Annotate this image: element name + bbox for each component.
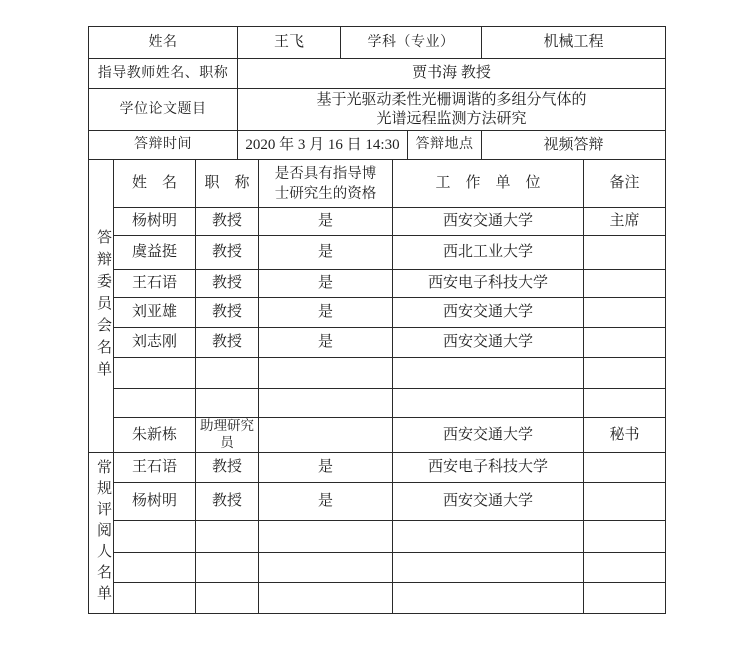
- reviewer-phd-cell: [259, 552, 393, 582]
- reviewer-name-cell: 杨树明: [114, 482, 196, 520]
- committee-row: [89, 358, 666, 389]
- reviewer-row: [89, 452, 666, 482]
- member-name-cell: 刘志刚: [114, 328, 196, 358]
- member-workplace-cell: 西安交通大学: [393, 418, 584, 453]
- reviewer-title-cell: [196, 582, 259, 613]
- thesis-title-line1: 基于光驱动柔性光栅调谐的多组分气体的: [316, 91, 587, 108]
- member-workplace-cell: 西安交通大学: [393, 298, 584, 328]
- reviewer-row: [89, 552, 666, 582]
- reviewer-name-cell: [114, 552, 196, 582]
- member-name-cell: 杨树明: [114, 208, 196, 236]
- defense-form: [88, 26, 665, 614]
- place-label-cell: 答辩地点: [408, 131, 482, 160]
- reviewer-remark-cell: [584, 520, 666, 552]
- thesis-title-cell: [238, 89, 666, 131]
- member-phd-cell: 是: [259, 236, 393, 270]
- member-remark-cell: [584, 236, 666, 270]
- member-phd-cell: 是: [259, 298, 393, 328]
- place-value-cell: 视频答辩: [482, 131, 666, 160]
- reviewer-row: [89, 482, 666, 520]
- reviewer-remark-cell: [584, 552, 666, 582]
- member-remark-cell: 主席: [584, 208, 666, 236]
- member-workplace-cell: 西安交通大学: [393, 328, 584, 358]
- thesis-label-cell: 学位论文题目: [89, 89, 238, 131]
- member-workplace-cell: 西安交通大学: [393, 208, 584, 236]
- member-remark-cell: [584, 389, 666, 418]
- reviewer-phd-cell: 是: [259, 482, 393, 520]
- col-header-name: 姓 名: [114, 160, 196, 208]
- member-name-cell: 刘亚雄: [114, 298, 196, 328]
- member-phd-cell: [259, 358, 393, 389]
- committee-row: [89, 270, 666, 298]
- member-title-cell: 助理研究员: [196, 418, 259, 453]
- member-title-cell: [196, 389, 259, 418]
- committee-row: [89, 236, 666, 270]
- info-row-thesis: [89, 89, 666, 131]
- member-workplace-cell: 西安电子科技大学: [393, 270, 584, 298]
- committee-row: [89, 328, 666, 358]
- member-phd-cell: [259, 389, 393, 418]
- member-remark-cell: [584, 298, 666, 328]
- info-row-defense: [89, 131, 666, 160]
- time-label-cell: 答辩时间: [89, 131, 238, 160]
- reviewer-title-cell: 教授: [196, 482, 259, 520]
- reviewer-phd-cell: [259, 582, 393, 613]
- committee-table: [88, 159, 666, 614]
- col-header-workplace: 工 作 单 位: [393, 160, 584, 208]
- reviewer-phd-cell: 是: [259, 452, 393, 482]
- committee-section-label-cell: [89, 160, 114, 453]
- reviewer-row: [89, 520, 666, 552]
- name-label-cell: 姓名: [89, 27, 238, 59]
- reviewer-name-cell: [114, 520, 196, 552]
- member-title-cell: 教授: [196, 236, 259, 270]
- member-title-cell: 教授: [196, 208, 259, 236]
- committee-row: [89, 389, 666, 418]
- member-name-cell: 王石语: [114, 270, 196, 298]
- reviewer-remark-cell: [584, 452, 666, 482]
- reviewers-section-label-cell: [89, 452, 114, 613]
- name-value-cell: 王飞: [238, 27, 341, 59]
- committee-row: [89, 418, 666, 453]
- reviewer-title-cell: [196, 552, 259, 582]
- member-title-cell: 教授: [196, 298, 259, 328]
- member-remark-cell: 秘书: [584, 418, 666, 453]
- info-table: [88, 26, 666, 160]
- reviewer-workplace-cell: 西安电子科技大学: [393, 452, 584, 482]
- reviewer-workplace-cell: [393, 552, 584, 582]
- member-remark-cell: [584, 328, 666, 358]
- reviewer-row: [89, 582, 666, 613]
- reviewer-remark-cell: [584, 582, 666, 613]
- member-workplace-cell: [393, 389, 584, 418]
- member-phd-cell: 是: [259, 328, 393, 358]
- committee-header-row: [89, 160, 666, 208]
- major-label-cell: 学科（专业）: [341, 27, 482, 59]
- reviewer-title-cell: 教授: [196, 452, 259, 482]
- reviewer-name-cell: [114, 582, 196, 613]
- member-workplace-cell: [393, 358, 584, 389]
- reviewer-workplace-cell: [393, 520, 584, 552]
- col-header-remark: 备注: [584, 160, 666, 208]
- reviewer-workplace-cell: [393, 582, 584, 613]
- advisor-label-cell: 指导教师姓名、职称: [89, 59, 238, 89]
- reviewer-workplace-cell: 西安交通大学: [393, 482, 584, 520]
- thesis-title-line2: 光谱远程监测方法研究: [376, 110, 527, 127]
- reviewers-section-label: 常规评阅人名单: [95, 459, 111, 607]
- member-remark-cell: [584, 270, 666, 298]
- time-value-cell: 2020 年 3 月 16 日 14:30: [238, 131, 408, 160]
- committee-section-label: 答辩委员会名单: [95, 228, 111, 383]
- member-name-cell: [114, 358, 196, 389]
- member-title-cell: [196, 358, 259, 389]
- member-workplace-cell: 西北工业大学: [393, 236, 584, 270]
- advisor-value-cell: 贾书海 教授: [238, 59, 666, 89]
- member-name-cell: 虞益挺: [114, 236, 196, 270]
- member-remark-cell: [584, 358, 666, 389]
- member-title-cell: 教授: [196, 328, 259, 358]
- member-name-cell: 朱新栋: [114, 418, 196, 453]
- reviewer-title-cell: [196, 520, 259, 552]
- member-phd-cell: 是: [259, 208, 393, 236]
- info-row-advisor: [89, 59, 666, 89]
- col-header-title: 职 称: [196, 160, 259, 208]
- info-row-name: [89, 27, 666, 59]
- major-value-cell: 机械工程: [482, 27, 666, 59]
- member-name-cell: [114, 389, 196, 418]
- member-title-cell: 教授: [196, 270, 259, 298]
- reviewer-phd-cell: [259, 520, 393, 552]
- committee-row: [89, 208, 666, 236]
- reviewer-name-cell: 王石语: [114, 452, 196, 482]
- member-phd-cell: 是: [259, 270, 393, 298]
- reviewer-remark-cell: [584, 482, 666, 520]
- col-header-phd-qualification: 是否具有指导博士研究生的资格: [259, 160, 393, 208]
- member-phd-cell: [259, 418, 393, 453]
- committee-row: [89, 298, 666, 328]
